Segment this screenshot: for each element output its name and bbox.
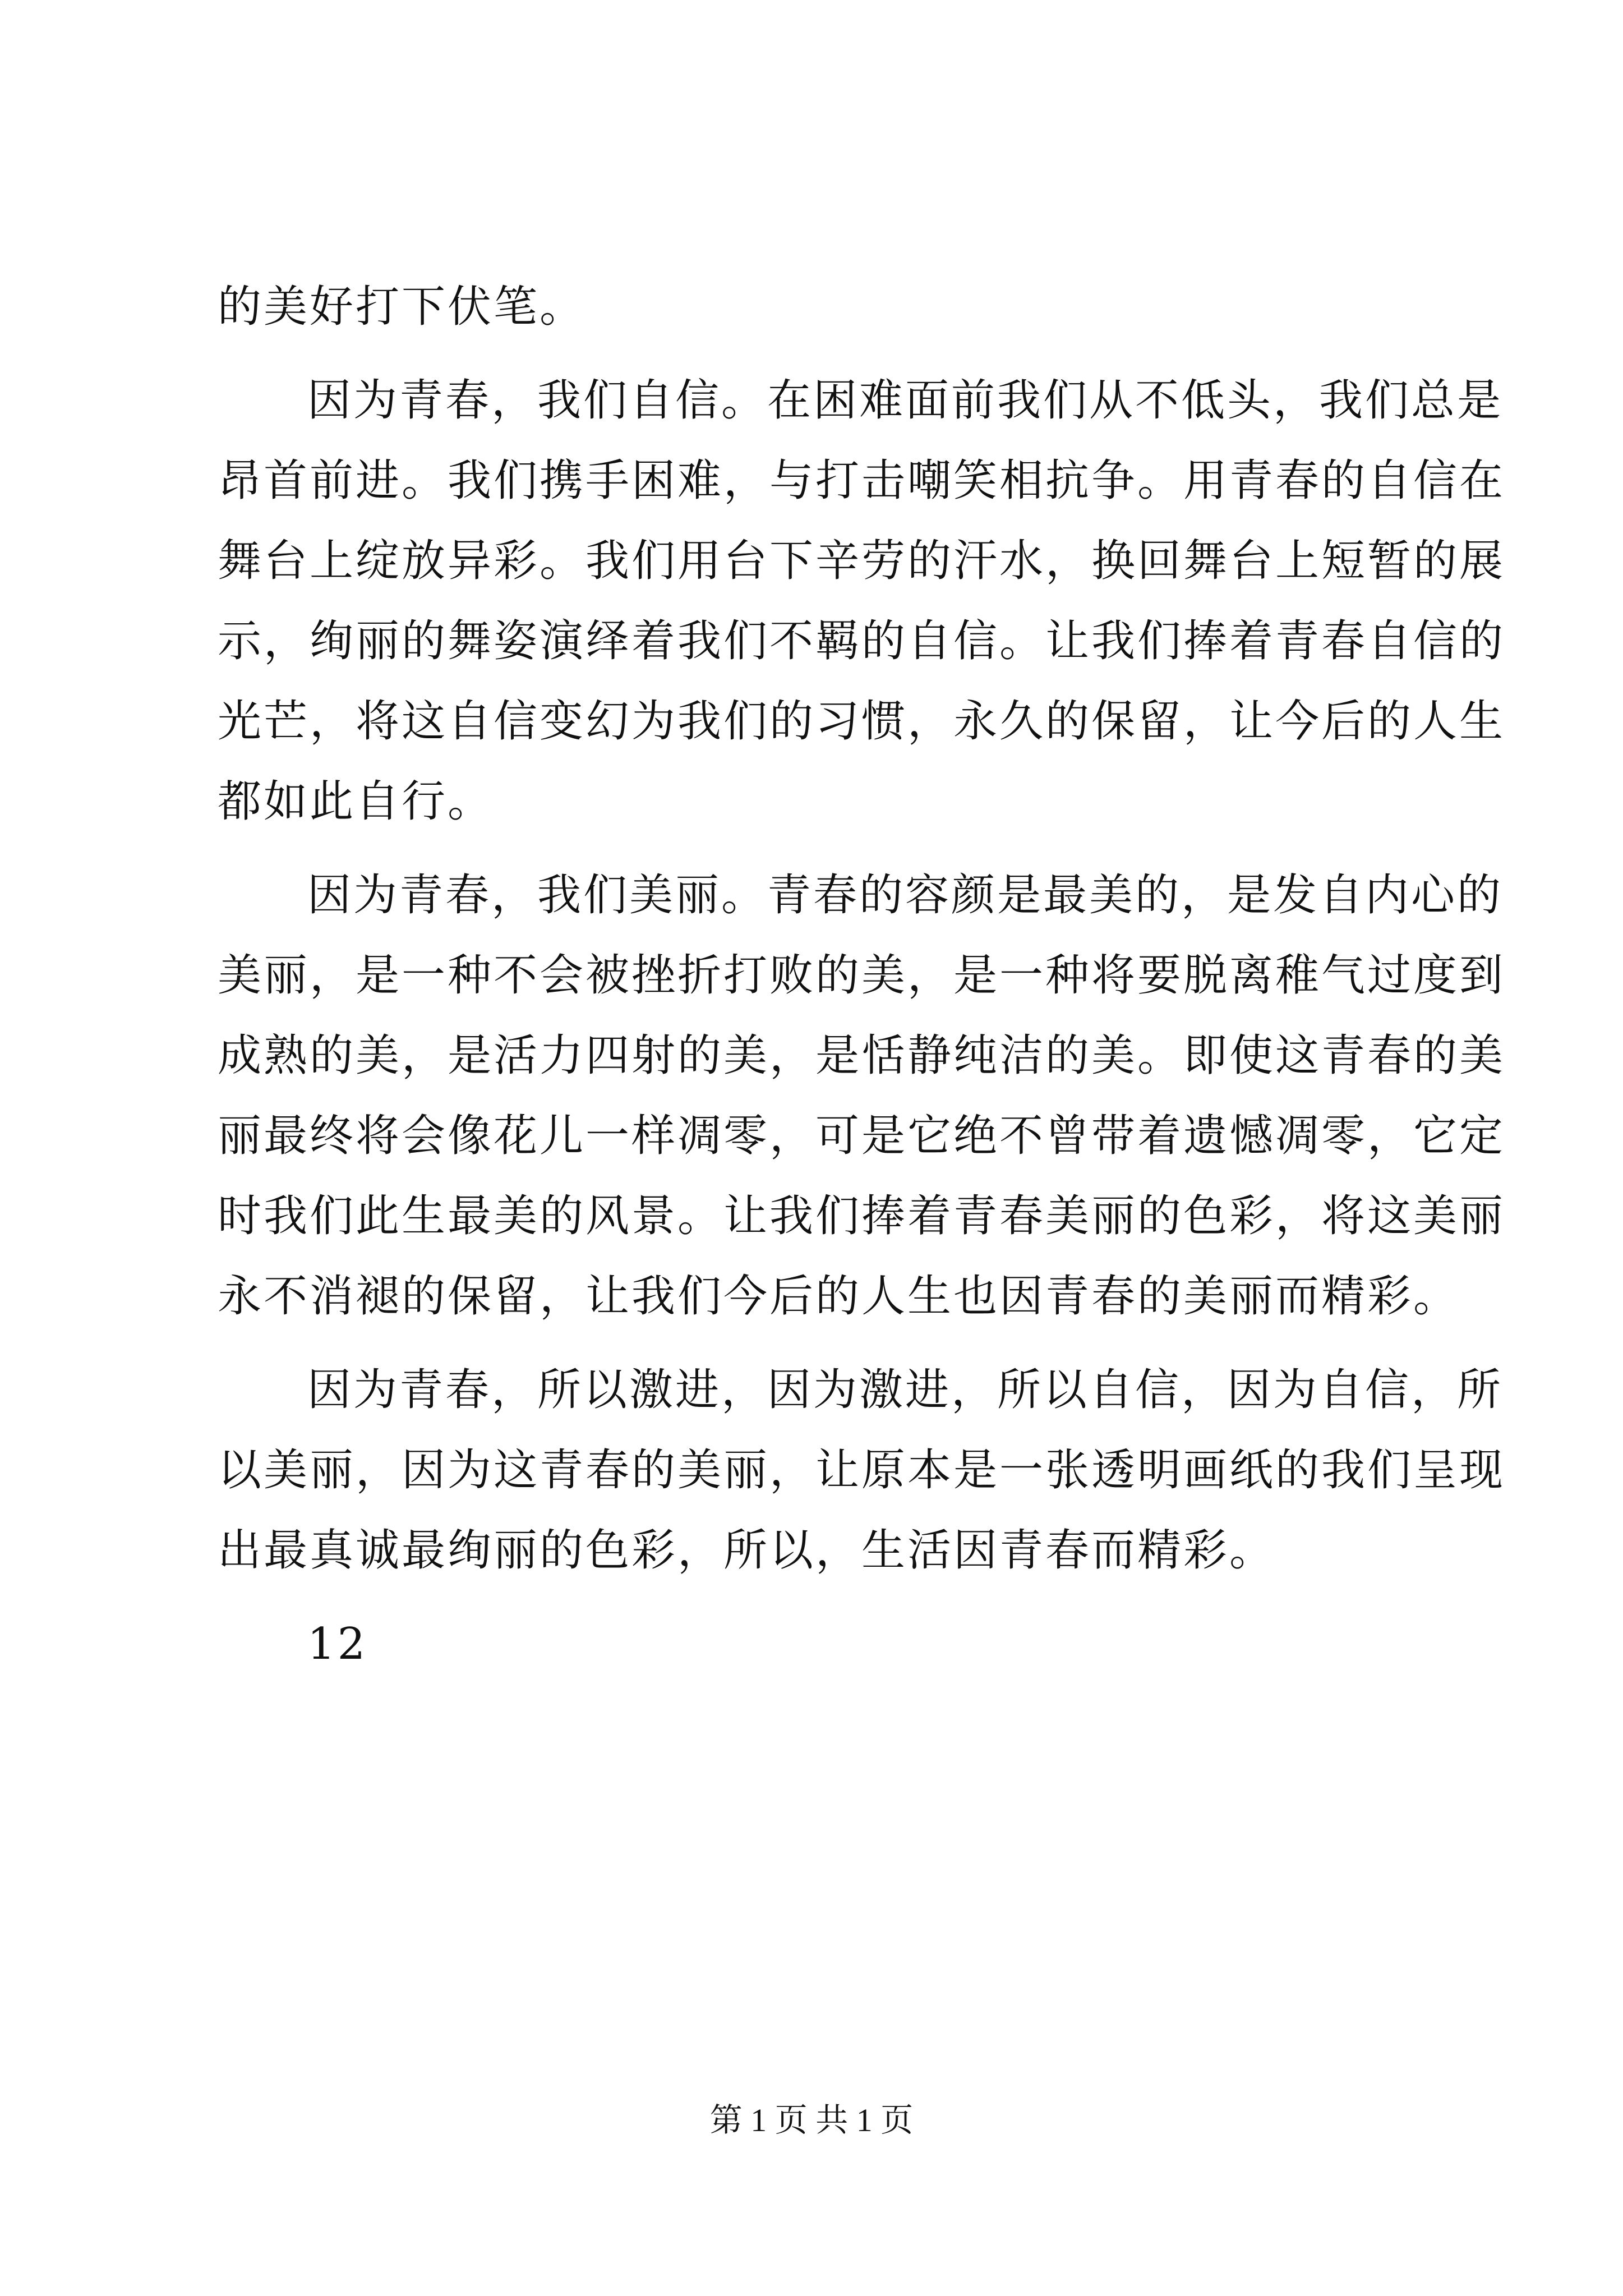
text-line: 丽最终将会像花儿一样凋零，可是它绝不曾带着遗憾凋零，它定 xyxy=(218,1111,1506,1161)
paragraph xyxy=(218,361,1506,842)
text-line: 因为青春，所以激进，因为激进，所以自信，因为自信，所 xyxy=(307,1365,1504,1415)
text-line: 永不消褪的保留，让我们今后的人生也因青春的美丽而精彩。 xyxy=(218,1271,1460,1322)
text-line: 出最真诚最绚丽的色彩，所以，生活因青春而精彩。 xyxy=(218,1525,1276,1576)
text-line: 时我们此生最美的风景。让我们捧着青春美丽的色彩，将这美丽 xyxy=(218,1191,1506,1241)
text-line: 示，绚丽的舞姿演绎着我们不羁的自信。让我们捧着青春自信的 xyxy=(218,616,1506,666)
paragraph xyxy=(218,855,1506,1337)
paragraph xyxy=(218,267,1440,347)
text-line: 因为青春，我们自信。在困难面前我们从不低头，我们总是 xyxy=(307,375,1504,426)
text-line: 美丽，是一种不会被挫折打败的美，是一种将要脱离稚气过度到 xyxy=(218,950,1506,1001)
text-line: 昂首前进。我们携手困难，与打击嘲笑相抗争。用青春的自信在 xyxy=(218,455,1506,506)
text-line: 成熟的美，是活力四射的美，是恬静纯洁的美。即使这青春的美 xyxy=(218,1030,1506,1081)
page-footer xyxy=(0,2098,1623,2143)
text-line: 舞台上绽放异彩。我们用台下辛劳的汗水，换回舞台上短暂的展 xyxy=(218,536,1506,586)
paragraph xyxy=(218,1350,1506,1591)
text-line: 以美丽，因为这青春的美丽，让原本是一张透明画纸的我们呈现 xyxy=(218,1445,1506,1496)
text-line: 的美好打下伏笔。 xyxy=(218,282,586,332)
document-body xyxy=(218,267,1506,1685)
text-line: 光芒，将这自信变幻为我们的习惯，永久的保留，让今后的人生 xyxy=(218,696,1506,747)
text-line: 都如此自行。 xyxy=(218,776,494,827)
text-line: 12 xyxy=(307,1619,368,1669)
page-number-label: 第 1 页 共 1 页 xyxy=(709,2102,914,2138)
text-line: 因为青春，我们美丽。青春的容颜是最美的，是发自内心的 xyxy=(307,870,1504,921)
paragraph xyxy=(218,1604,1440,1685)
